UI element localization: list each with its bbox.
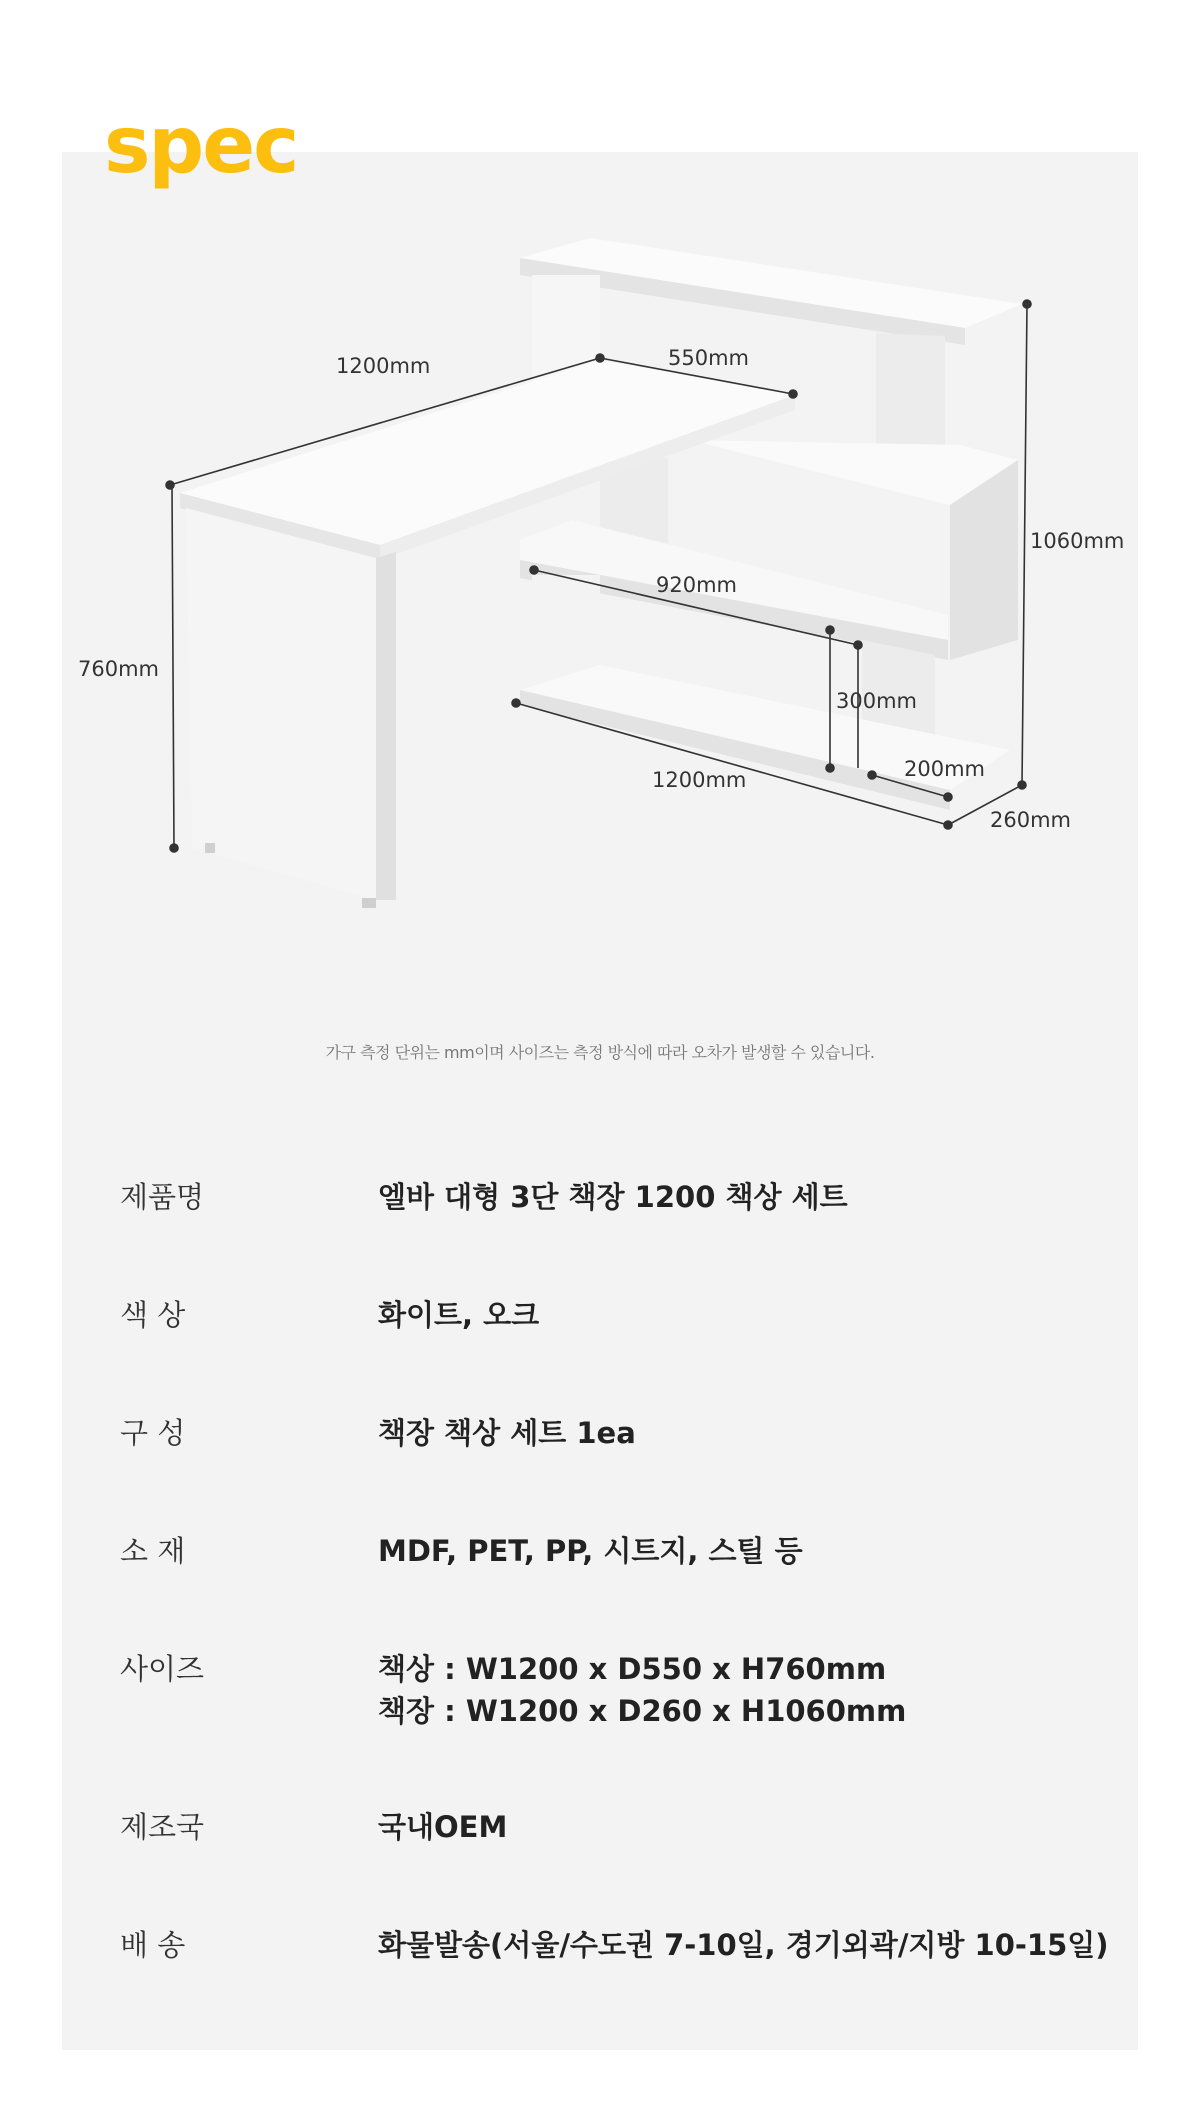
spec-value: MDF, PET, PP, 시트지, 스틸 등 — [378, 1534, 803, 1568]
spec-value: 엘바 대형 3단 책장 1200 책상 세트 — [378, 1180, 848, 1214]
dim-shelf-height: 1060mm — [1030, 529, 1125, 553]
spec-value-shelf-size: 책장 : W1200 x D260 x H1060mm — [378, 1694, 907, 1728]
dim-shelf-inner-width: 920mm — [656, 573, 737, 597]
dim-shelf-gap: 300mm — [836, 689, 917, 713]
bookshelf-illustration — [520, 238, 1022, 810]
spec-value: 국내OEM — [378, 1810, 508, 1844]
spec-value: 책장 책상 세트 1ea — [378, 1416, 636, 1450]
spec-value: 화이트, 오크 — [378, 1298, 540, 1332]
dim-shelf-depth: 260mm — [990, 808, 1071, 832]
spec-label: 제조국 — [120, 1810, 205, 1844]
spec-value — [378, 1648, 906, 1732]
spec-value: 화물발송(서울/수도권 7-10일, 경기외곽/지방 10-15일) — [378, 1928, 1109, 1962]
dim-desk-width: 1200mm — [336, 354, 431, 378]
dim-shelf-width: 1200mm — [652, 768, 747, 792]
spec-label: 제품명 — [120, 1180, 205, 1214]
product-dimension-diagram — [0, 0, 1200, 1000]
spec-label: 배 송 — [120, 1928, 186, 1962]
spec-label: 사이즈 — [120, 1652, 205, 1686]
dim-desk-height: 760mm — [78, 657, 159, 681]
spec-title: spec — [104, 101, 298, 191]
desk-illustration — [180, 360, 795, 908]
spec-label: 색 상 — [120, 1298, 186, 1332]
spec-label: 소 재 — [120, 1534, 186, 1568]
dim-shelf-segment: 200mm — [904, 757, 985, 781]
spec-value-desk-size: 책상 : W1200 x D550 x H760mm — [378, 1652, 887, 1686]
measurement-note: 가구 측정 단위는 mm이며 사이즈는 측정 방식에 따라 오차가 발생할 수 있습니다. — [325, 1043, 875, 1062]
dim-desk-depth: 550mm — [668, 346, 749, 370]
spec-label: 구 성 — [120, 1416, 186, 1450]
